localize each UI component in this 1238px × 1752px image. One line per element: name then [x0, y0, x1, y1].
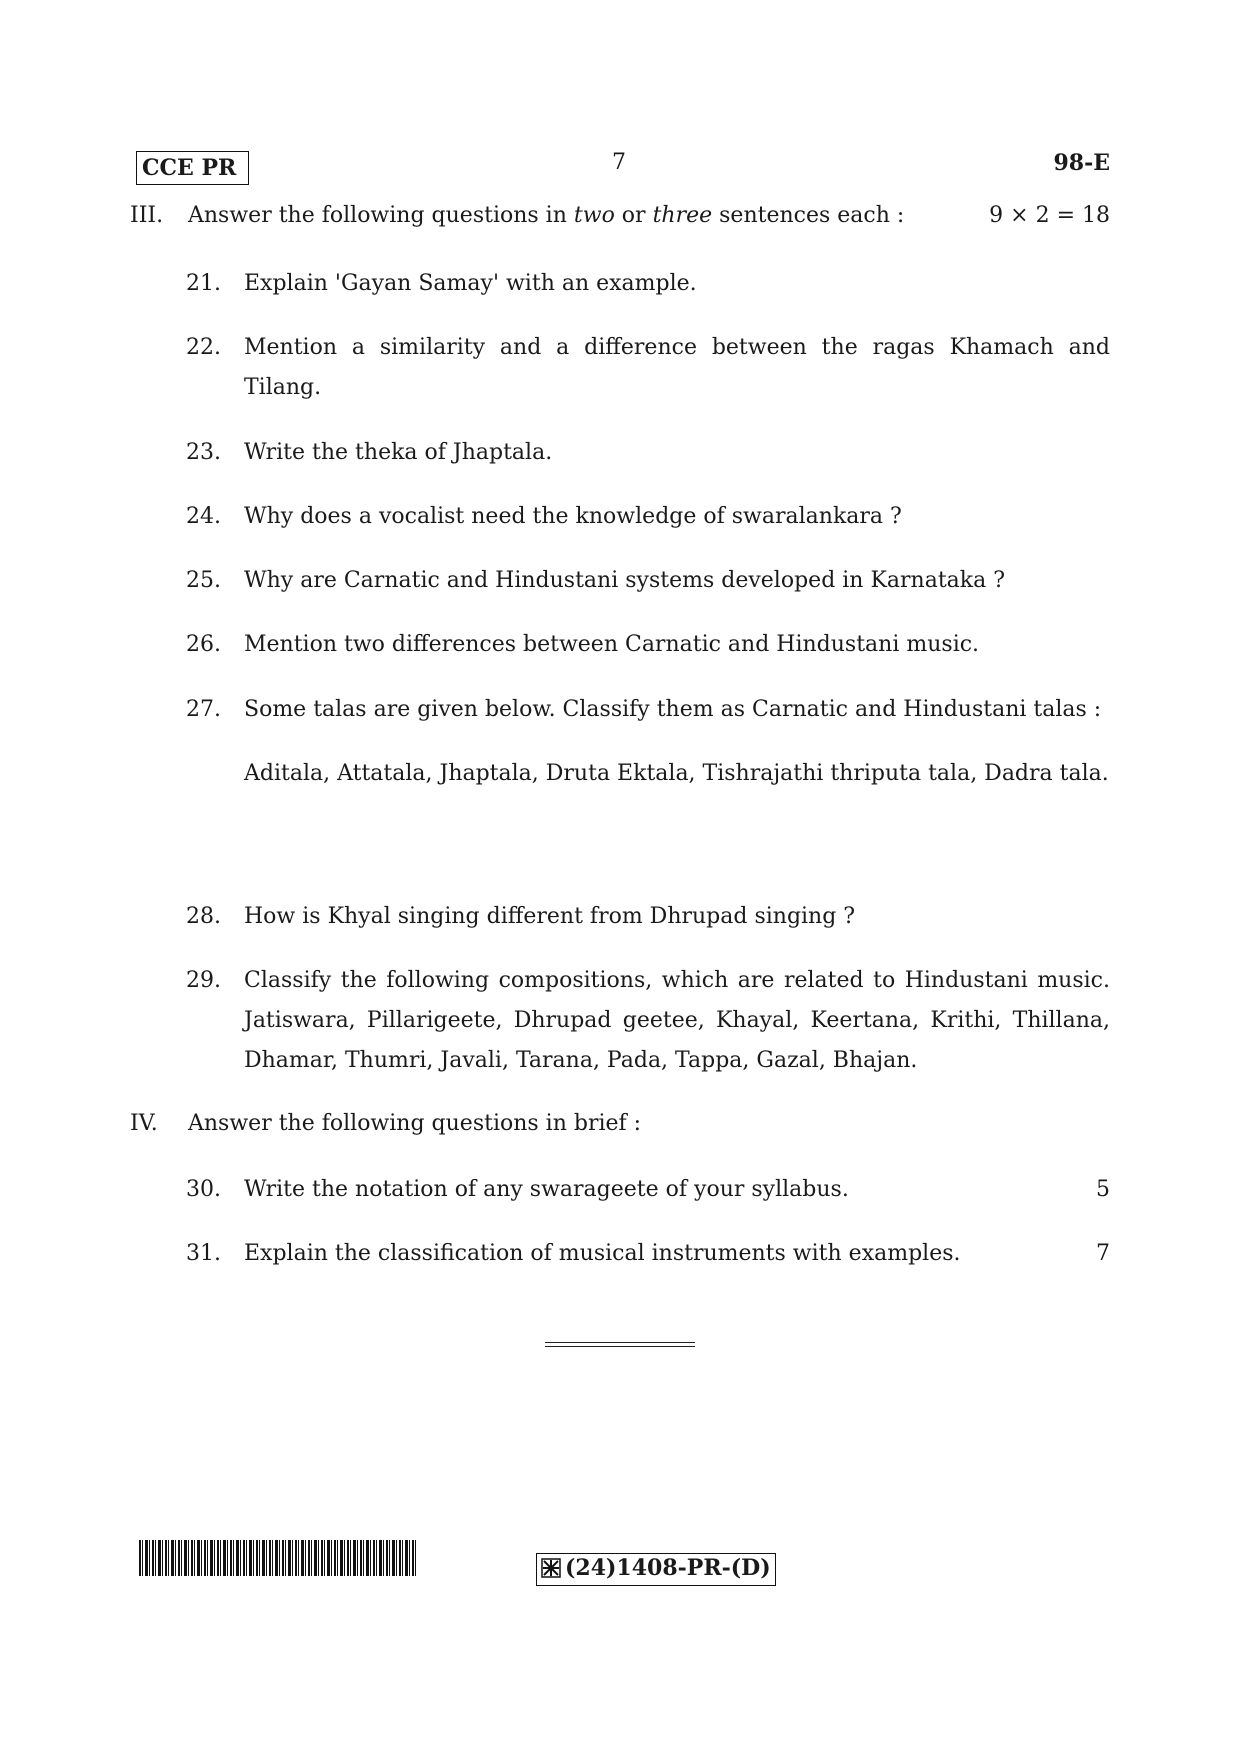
- barcode: [139, 1540, 417, 1576]
- section-3-numeral: III.: [130, 203, 164, 228]
- section-3-instruction: Answer the following questions in two or three sentences each :: [188, 203, 905, 228]
- security-mark-icon: [541, 1557, 561, 1585]
- section-3-marks: 9 × 2 = 18: [989, 203, 1110, 228]
- question-text: Write the theka of Jhaptala.: [244, 440, 553, 465]
- question-text: Some talas are given below. Classify them as Carnatic and Hindustani talas :: [244, 697, 1102, 722]
- question-31: 31. Explain the classification of musical instruments with examples. 7: [186, 1234, 1110, 1274]
- question-text: Write the notation of any swarageete of your syllabus.: [244, 1177, 849, 1202]
- question-28: 28. How is Khyal singing different from Dhrupad singing ?: [186, 897, 1110, 937]
- question-text: Mention a similarity and a difference between the ragas Khamach and Tilang.: [244, 335, 1110, 400]
- footer-reference-code: (24)1408-PR-(D): [565, 1555, 771, 1581]
- question-marks: 7: [1096, 1241, 1110, 1266]
- tala-list: Aditala, Attatala, Jhaptala, Druta Ektala, Tishrajathi thriputa tala, Dadra tala.: [244, 761, 1109, 786]
- section-4-instruction: Answer the following questions in brief :: [188, 1111, 642, 1136]
- question-30: 30. Write the notation of any swarageete of your syllabus. 5: [186, 1170, 1110, 1210]
- question-marks: 5: [1096, 1177, 1110, 1202]
- section-4-numeral: IV.: [130, 1111, 158, 1136]
- footer-reference: [536, 1553, 776, 1586]
- question-22: 22. Mention a similarity and a difference between the ragas Khamach and Tilang.: [186, 328, 1110, 408]
- header-box-label: CCE PR: [136, 151, 249, 185]
- question-23: 23. Write the theka of Jhaptala.: [186, 433, 1110, 473]
- paper-code: 98-E: [1053, 150, 1110, 176]
- question-text: Why are Carnatic and Hindustani systems developed in Karnataka ?: [244, 568, 1006, 593]
- page-number: 7: [612, 150, 626, 175]
- question-text: Why does a vocalist need the knowledge of swaralankara ?: [244, 504, 902, 529]
- question-27: 27. Some talas are given below. Classify them as Carnatic and Hindustani talas : Aditala, Attatala, Jhaptala, Druta Ektala, Tishrajathi thriputa tala, Dadra tala.: [186, 690, 1110, 794]
- question-text: Explain 'Gayan Samay' with an example.: [244, 271, 697, 296]
- question-29: 29. Classify the following compositions, which are related to Hindustani music. Jatiswara, Pillarigeete, Dhrupad geetee, Khayal, Keertana, Krithi, Thillana, Dhamar, Thumri, Javali, Tarana, Pada, Tappa, Gazal, Bhajan.: [186, 961, 1110, 1081]
- question-24: 24. Why does a vocalist need the knowledge of swaralankara ?: [186, 497, 1110, 537]
- question-21: 21. Explain 'Gayan Samay' with an example.: [186, 264, 1110, 304]
- question-25: 25. Why are Carnatic and Hindustani systems developed in Karnataka ?: [186, 561, 1110, 601]
- question-text: Explain the classification of musical instruments with examples.: [244, 1241, 961, 1266]
- question-text: How is Khyal singing different from Dhrupad singing ?: [244, 904, 856, 929]
- question-text: Classify the following compositions, which are related to Hindustani music. Jatiswara, Pillarigeete, Dhrupad geetee, Khayal, Keertana, Krithi, Thillana, Dhamar, Thumri, Javali, Tarana, Pada, Tappa, Gazal, Bhajan.: [244, 968, 1110, 1073]
- question-text: Mention two differences between Carnatic and Hindustani music.: [244, 632, 980, 657]
- end-of-paper-rule: [545, 1342, 695, 1347]
- question-26: 26. Mention two differences between Carnatic and Hindustani music.: [186, 625, 1110, 665]
